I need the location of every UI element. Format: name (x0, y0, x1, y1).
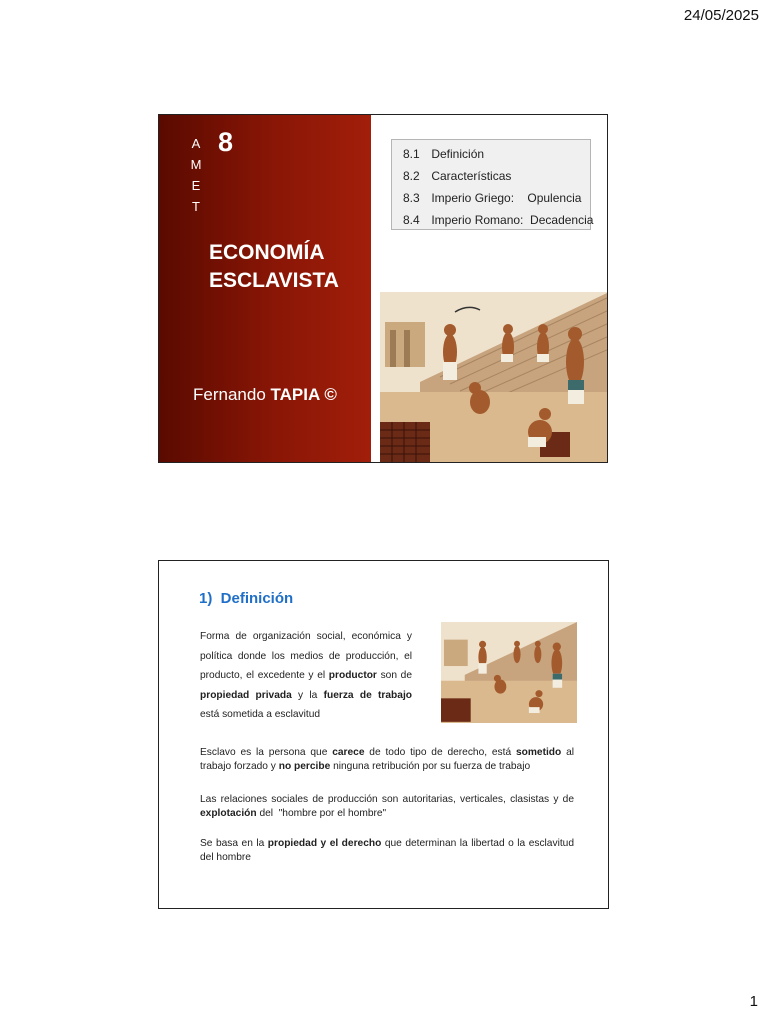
toc-number: 8.1 (403, 147, 420, 161)
slave-paragraph (200, 746, 574, 773)
toc-text: Imperio Griego: Opulencia (431, 191, 582, 205)
author-first: Fernando (193, 385, 266, 404)
text-run: Esclavo es la persona que (200, 747, 333, 758)
text-run: y la (291, 689, 324, 701)
text-run: ninguna retribución por su fuerza de trabajo (330, 760, 531, 772)
tema-letter: E (191, 178, 201, 193)
text-run: Las relaciones sociales de producción son autoritarias, verticales, clasistas y de (200, 794, 574, 805)
toc-item (403, 187, 590, 209)
tema-letter: T (192, 199, 200, 214)
toc-number: 8.4 (403, 213, 420, 227)
text-run: del "hombre por el hombre" (256, 807, 387, 819)
text-run: al trabajo forzado y (200, 747, 575, 772)
author-last: TAPIA © (270, 385, 337, 404)
text-run: está sometida a esclavitud (200, 709, 321, 720)
text-run: de todo tipo de derecho, está (364, 747, 516, 758)
toc-item (403, 209, 594, 231)
page-number: 1 (749, 993, 758, 1010)
bold-term: propiedad y el derecho (267, 838, 382, 849)
toc-text: Imperio Romano: Decadencia (431, 213, 594, 227)
text-run: Se basa en la (200, 838, 268, 849)
toc-text: Definición (431, 147, 485, 161)
table-of-contents (391, 139, 594, 230)
toc-text: Características (431, 169, 512, 183)
bold-term: no percibe (278, 760, 331, 772)
slide-definition (158, 560, 609, 909)
bold-term: explotación (200, 807, 257, 819)
tema-number: 8 (218, 127, 234, 157)
slide-main-title (209, 239, 339, 295)
toc-number: 8.3 (403, 191, 420, 205)
basis-paragraph (200, 837, 574, 864)
text-run: son de (376, 670, 413, 681)
section-heading: 1) Definición (199, 590, 294, 607)
tema-letter: M (190, 157, 202, 172)
relations-paragraph (200, 793, 574, 820)
slaves-illustration (380, 292, 608, 463)
title-line: ECONOMÍA (209, 241, 325, 264)
toc-item (403, 165, 590, 187)
text-run: Forma de organización social, económica y política donde los medios de producción, el producto, el excedente y el (200, 631, 412, 681)
tema-letter: A (191, 136, 201, 151)
text-run: que determinan la libertad o la esclavitud del hombre (200, 838, 574, 863)
toc-number: 8.2 (403, 169, 420, 183)
title-panel (159, 115, 371, 462)
print-date: 24/05/2025 (683, 7, 759, 24)
bold-term: propiedad privada (200, 689, 292, 701)
slaves-illustration-small (441, 622, 577, 723)
bold-term: fuerza de trabajo (323, 689, 412, 701)
bold-term: productor (328, 670, 377, 681)
bold-term: sometido (515, 747, 562, 758)
title-line: ESCLAVISTA (209, 269, 339, 292)
bold-term: carece (332, 747, 365, 758)
definition-paragraph (200, 627, 412, 725)
toc-item (403, 143, 590, 165)
author (193, 385, 337, 405)
slide-title (158, 114, 608, 463)
tema-vertical-label (189, 133, 203, 217)
